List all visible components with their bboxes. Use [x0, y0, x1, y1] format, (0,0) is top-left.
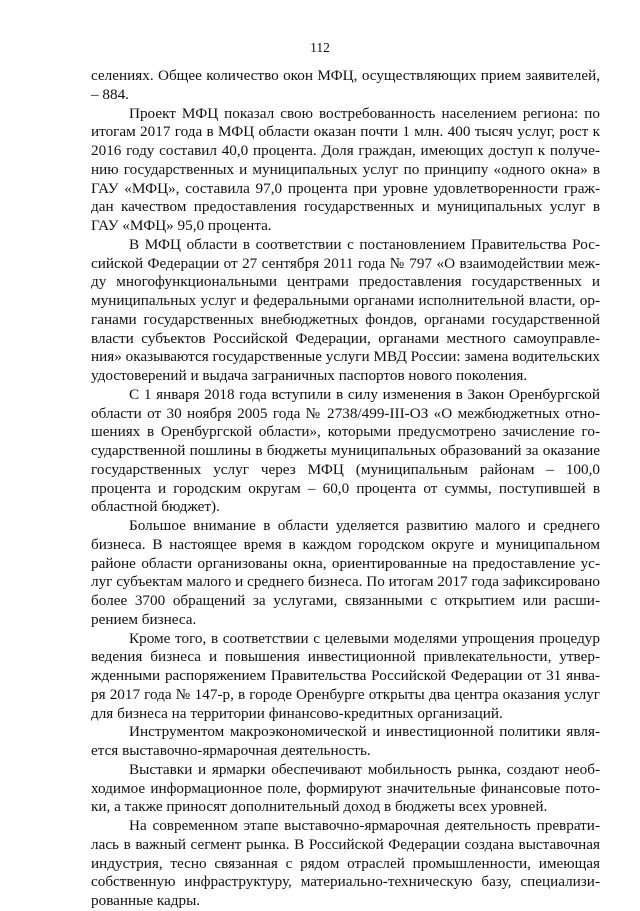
paragraph-exhibition-benefits: Выставки и ярмарки обеспечивают мобильность рынка, создают необходимое информационное поле, формируют значительные финансовые потоки, а также приносят дополнительный доход в бюджеты всех уровней. [91, 760, 600, 816]
page-number: 112 [310, 40, 330, 55]
paragraph-exhibition-policy: Инструментом макроэкономической и инвестиционной политики является выставочно-ярмарочная деятельность. [91, 723, 600, 759]
paragraph-business-centers: Кроме того, в соответствии с целевыми моделями упрощения процедур ведения бизнеса и повышения инвестиционной привлекательности, утвержденными распоряжением Правительства Российской Федерации от 31 января 2017 года № 147-р, в городе Оренбурге открыты два центра оказания услуг для бизнеса на территории финансово-кредитных организаций. [91, 629, 600, 722]
paragraph-state-duty: С 1 января 2018 года вступили в силу изменения в Закон Оренбургской области от 30 ноября 2005 года № 2738/499-III-ОЗ «О межбюджетных отношениях в Оренбургской области», которыми предусмотрено зачисление государственной пошлины в бюджеты муниципальных образований за оказание государственных услуг через МФЦ (муниципальным районам – 100,0 процента и городским округам – 60,0 процента от суммы, поступившей в областной бюджет). [91, 385, 600, 516]
paragraph-mvd-services: В МФЦ области в соответствии с постановлением Правительства Российской Федерации от 27 сентября 2011 года № 797 «О взаимодействии между многофункциональными центрами предоставления государственных и муниципальных услуг и федеральными органами исполнительной власти, органами государственных внебюджетных фондов, органами государственной власти субъектов Российской Федерации, органами местного самоуправления» оказываются государственные услуги МВД России: замена водительских удостоверений и выдача заграничных паспортов нового поколения. [91, 235, 601, 384]
paragraph-mfc-demand: Проект МФЦ показал свою востребованность населением региона: по итогам 2017 года в МФЦ области оказан почти 1 млн. 400 тысяч услуг, рост к 2016 году составил 40,0 процента. Доля граждан, имеющих доступ к получению государственных и муниципальных услуг по принципу «одного окна» в ГАУ «МФЦ», составила 97,0 процента при уровне удовлетворенности граждан качеством предоставления государственных и муниципальных услуг в ГАУ «МФЦ» 95,0 процента. [91, 104, 600, 234]
body-text [91, 67, 600, 911]
paragraph-exhibition-industry: На современном этапе выставочно-ярмарочная деятельность превратилась в важный сегмент рынка. В Российской Федерации создана выставочная индустрия, тесно связанная с рядом отраслей промышленности, имеющая собственную инфраструктуру, материально-техническую базу, специализированные кадры. [91, 817, 600, 909]
paragraph-continuation: селениях. Общее количество окон МФЦ, осуществляющих прием заявителей, – 884. [91, 67, 600, 103]
paragraph-small-business: Большое внимание в области уделяется развитию малого и среднего бизнеса. В настоящее время в каждом городском округе и муниципальном районе области организованы окна, ориентированные на предоставление услуг субъектам малого и среднего бизнеса. По итогам 2017 года зафиксировано более 3700 обращений за услугами, связанными с открытием или расширением бизнеса. [91, 517, 600, 628]
